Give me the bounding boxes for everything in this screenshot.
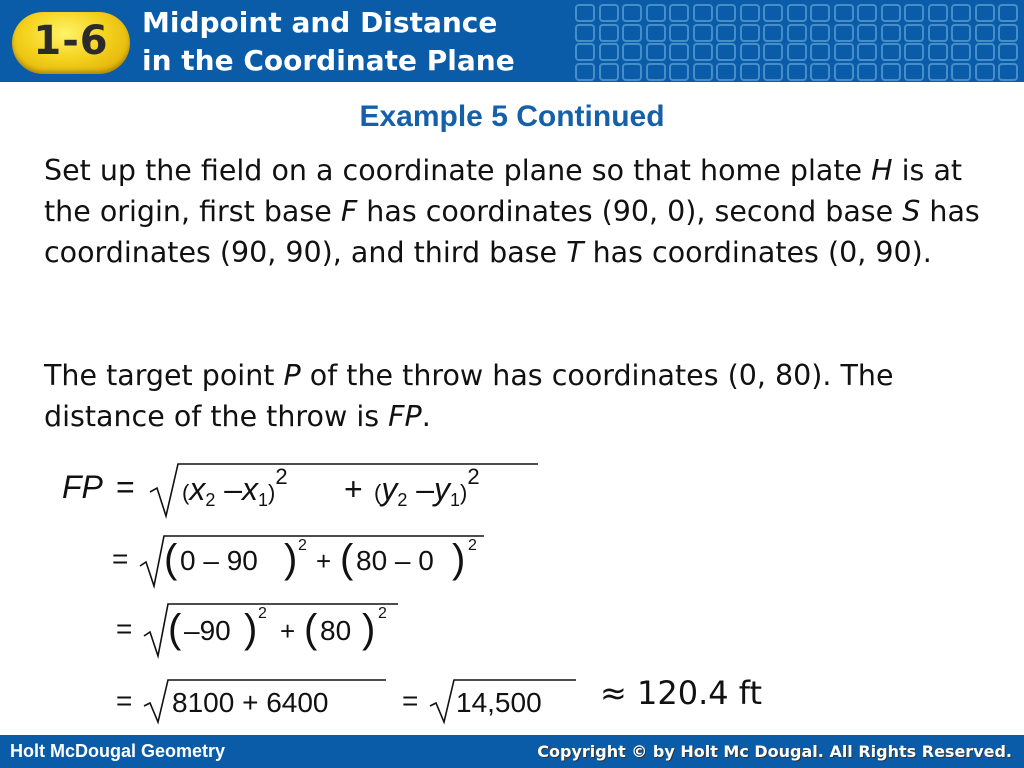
step2-equals: = (112, 543, 129, 574)
grid-cell-decoration (857, 24, 877, 42)
exponent: 2 (468, 537, 477, 554)
grid-cell-decoration (646, 4, 666, 22)
step3-equals: = (116, 613, 133, 644)
grid-cell-decoration (904, 63, 924, 81)
distance-formula (62, 460, 552, 520)
text-run: is at the origin, first base (44, 154, 963, 228)
example-title: Example 5 Continued (359, 100, 665, 133)
step2-term1: 0 – 90 (180, 545, 258, 576)
grid-cell-decoration (740, 63, 760, 81)
grid-cell-decoration (810, 63, 830, 81)
grid-cell-decoration (834, 4, 854, 22)
grid-cell-decoration (928, 43, 948, 61)
step-substitute (112, 530, 492, 590)
step-simplify-svg (116, 598, 406, 662)
grid-cell-decoration (716, 43, 736, 61)
grid-cell-decoration (881, 63, 901, 81)
step-evaluate (116, 676, 586, 726)
grid-cell-decoration (669, 63, 689, 81)
lesson-title-line1: Midpoint and Distance (142, 6, 498, 39)
header-bar (0, 0, 1024, 82)
grid-cell-decoration (975, 43, 995, 61)
lesson-number: 1-6 (33, 18, 109, 64)
text-run: The target point (44, 359, 284, 392)
text-run: . (421, 400, 431, 433)
paragraph-target (44, 355, 1014, 437)
text-run: has coordinates (0, 90). (583, 236, 932, 269)
grid-cell-decoration (622, 43, 642, 61)
grid-cell-decoration (622, 24, 642, 42)
text-run: of the throw has coordinates (0, 80). The distance of the throw is (44, 359, 894, 433)
paren-close: ) (362, 607, 376, 651)
grid-cell-decoration (834, 24, 854, 42)
step3-term2: 80 (320, 615, 352, 646)
grid-cell-decoration (622, 63, 642, 81)
grid-cell-decoration (646, 63, 666, 81)
step4-equals2: = (402, 685, 419, 716)
step-evaluate-svg (116, 676, 586, 726)
grid-cell-decoration (928, 63, 948, 81)
grid-cell-decoration (716, 4, 736, 22)
paragraph-setup (44, 150, 1014, 273)
step4-sum: 8100 + 6400 (172, 687, 329, 718)
var-t: T (566, 236, 584, 269)
step4-value: 14,500 (456, 687, 542, 718)
grid-cell-decoration (575, 63, 595, 81)
grid-cell-decoration (669, 43, 689, 61)
grid-cell-decoration (763, 63, 783, 81)
paren-open: ( (340, 537, 354, 581)
var-h: H (871, 154, 893, 187)
grid-cell-decoration (810, 4, 830, 22)
var-p: P (283, 359, 301, 392)
lesson-badge (12, 12, 130, 74)
exponent: 2 (258, 605, 267, 622)
grid-cell-decoration (693, 4, 713, 22)
grid-cell-decoration (904, 4, 924, 22)
grid-cell-decoration (787, 43, 807, 61)
plus: + (280, 616, 296, 646)
grid-cell-decoration (928, 24, 948, 42)
grid-cell-decoration (693, 43, 713, 61)
grid-cell-decoration (693, 24, 713, 42)
grid-cell-decoration (622, 4, 642, 22)
formula-equals: = (116, 469, 135, 505)
exponent: 2 (298, 537, 307, 554)
footer-copyright: Copyright © by Holt Mc Dougal. All Rights Reserved. (537, 742, 1012, 761)
grid-cell-decoration (928, 4, 948, 22)
grid-cell-decoration (763, 24, 783, 42)
grid-cell-decoration (740, 24, 760, 42)
formula-term2: (y2 –y1)$^2$ (374, 464, 480, 510)
step-simplify (116, 598, 406, 662)
grid-cell-decoration (834, 43, 854, 61)
grid-cell-decoration (575, 24, 595, 42)
distance-formula-svg (62, 460, 552, 520)
footer-bar (0, 735, 1024, 768)
grid-cell-decoration (599, 24, 619, 42)
lesson-title-line2: in the Coordinate Plane (142, 44, 515, 77)
grid-cell-decoration (575, 4, 595, 22)
formula-plus: + (344, 471, 363, 507)
grid-cell-decoration (975, 63, 995, 81)
grid-cell-decoration (716, 24, 736, 42)
exponent: 2 (378, 605, 387, 622)
formula-term1: (x2 –x1)$^2$ (182, 464, 288, 510)
paren-close: ) (244, 607, 258, 651)
grid-cell-decoration (763, 4, 783, 22)
grid-cell-decoration (857, 63, 877, 81)
grid-cell-decoration (998, 43, 1018, 61)
grid-cell-decoration (669, 4, 689, 22)
grid-cell-decoration (998, 4, 1018, 22)
grid-cell-decoration (740, 43, 760, 61)
grid-cell-decoration (951, 43, 971, 61)
grid-cell-decoration (951, 63, 971, 81)
grid-cell-decoration (998, 63, 1018, 81)
formula-lhs: FP (62, 469, 103, 505)
grid-cell-decoration (951, 4, 971, 22)
grid-cell-decoration (904, 43, 924, 61)
grid-cell-decoration (975, 24, 995, 42)
paren-open: ( (168, 607, 182, 651)
grid-cell-decoration (810, 24, 830, 42)
radical-sign (144, 604, 398, 656)
grid-cell-decoration (857, 43, 877, 61)
grid-cell-decoration (740, 4, 760, 22)
grid-cell-decoration (787, 4, 807, 22)
step4-equals: = (116, 685, 133, 716)
step2-term2: 80 – 0 (356, 545, 434, 576)
grid-cell-decoration (904, 24, 924, 42)
plus: + (316, 546, 332, 576)
header-grid-decoration (575, 4, 1024, 82)
var-s: S (902, 195, 921, 228)
step3-term1: –90 (184, 615, 231, 646)
text-run: Set up the field on a coordinate plane so that home plate (44, 154, 872, 187)
text-run: has coordinates (90, 90), and third base (44, 195, 980, 269)
grid-cell-decoration (810, 43, 830, 61)
grid-cell-decoration (881, 4, 901, 22)
grid-cell-decoration (599, 4, 619, 22)
grid-cell-decoration (787, 24, 807, 42)
grid-cell-decoration (951, 24, 971, 42)
grid-cell-decoration (787, 63, 807, 81)
step-substitute-svg (112, 530, 492, 590)
grid-cell-decoration (834, 63, 854, 81)
grid-cell-decoration (881, 43, 901, 61)
grid-cell-decoration (599, 63, 619, 81)
grid-cell-decoration (646, 43, 666, 61)
var-fp: FP (388, 400, 422, 433)
lesson-title (142, 4, 515, 80)
paren-open: ( (304, 607, 318, 651)
paren-open: ( (164, 537, 178, 581)
footer-publisher: Holt McDougal Geometry (10, 741, 226, 761)
grid-cell-decoration (763, 43, 783, 61)
grid-cell-decoration (881, 24, 901, 42)
paren-close: ) (452, 537, 466, 581)
grid-cell-decoration (646, 24, 666, 42)
grid-cell-decoration (716, 63, 736, 81)
grid-cell-decoration (857, 4, 877, 22)
grid-cell-decoration (975, 4, 995, 22)
text-run: has coordinates (90, 0), second base (357, 195, 903, 228)
grid-cell-decoration (575, 43, 595, 61)
grid-cell-decoration (693, 63, 713, 81)
grid-cell-decoration (599, 43, 619, 61)
final-answer: ≈ 120.4 ft (600, 674, 763, 712)
grid-cell-decoration (669, 24, 689, 42)
grid-cell-decoration (998, 24, 1018, 42)
paren-close: ) (284, 537, 298, 581)
var-f: F (340, 195, 358, 228)
